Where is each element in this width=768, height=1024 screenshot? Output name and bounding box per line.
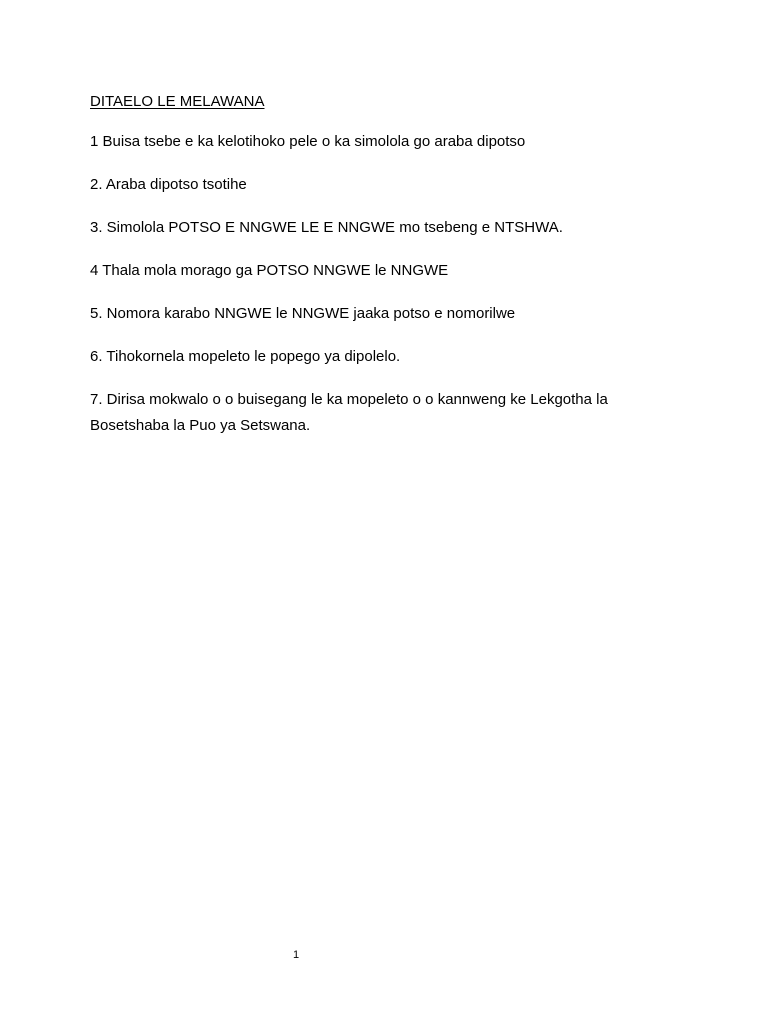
instruction-item-6: 6. Tihokornela mopeleto le popego ya dipolelo. [90, 348, 401, 365]
instruction-item-1: 1 Buisa tsebe e ka kelotihoko pele o ka simolola go araba dipotso [90, 133, 526, 150]
instruction-item-5: 5. Nomora karabo NNGWE le NNGWE jaaka potso e nomorilwe [90, 305, 516, 322]
instruction-item-7: 7. Dirisa mokwalo o o buisegang le ka mopeleto o o kannweng ke Lekgotha la Bosetshaba la Puo ya Setswana. [90, 391, 608, 434]
page-number: 1 [293, 949, 300, 961]
instruction-item-4: 4 Thala mola morago ga POTSO NNGWE le NNGWE [90, 262, 449, 279]
document-heading: DITAELO LE MELAWANA [90, 93, 265, 110]
instruction-item-3: 3. Simolola POTSO E NNGWE LE E NNGWE mo tsebeng e NTSHWA. [90, 219, 563, 236]
instructions-section [90, 92, 650, 439]
instruction-item-2: 2. Araba dipotso tsotihe [90, 176, 247, 193]
